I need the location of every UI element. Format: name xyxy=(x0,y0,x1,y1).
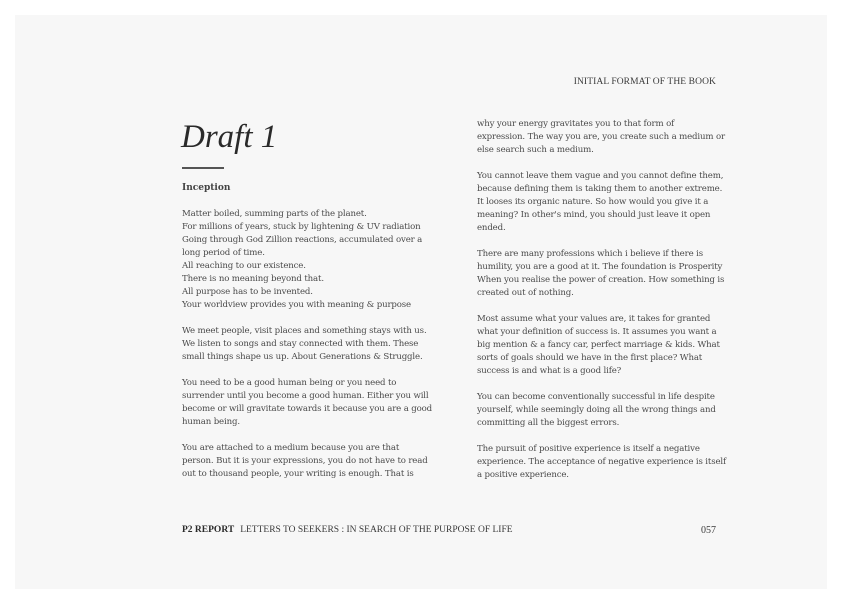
paragraph xyxy=(182,208,432,312)
paragraph xyxy=(477,248,727,300)
text-line: humility, you are a good at it. The foundation is Prosperity xyxy=(477,262,723,272)
text-line: long period of time. xyxy=(182,248,265,258)
text-line: expression. The way you are, you create such a medium or xyxy=(477,132,725,142)
text-line: else search such a medium. xyxy=(477,145,594,155)
text-line: created out of nothing. xyxy=(477,288,574,298)
text-line: a positive experience. xyxy=(477,470,569,480)
text-line: We meet people, visit places and something stays with us. xyxy=(182,326,427,336)
text-line: person. But it is your expressions, you do not have to read xyxy=(182,456,428,466)
text-line: You can become conventionally successful in life despite xyxy=(477,392,715,402)
text-line: because defining them is taking them to another extreme. xyxy=(477,184,723,194)
footer xyxy=(182,525,513,535)
text-line: There are many professions which i believe if there is xyxy=(477,249,703,259)
page-title: Draft 1 xyxy=(181,119,278,155)
text-line: human being. xyxy=(182,417,240,427)
text-line: All purpose has to be invented. xyxy=(182,287,313,297)
paragraph xyxy=(477,391,727,430)
section-label: Inception xyxy=(182,183,231,193)
paragraph xyxy=(477,170,727,235)
text-line: experience. The acceptance of negative experience is itself xyxy=(477,457,727,467)
footer-book-title: LETTERS TO SEEKERS : IN SEARCH OF THE PURPOSE OF LIFE xyxy=(240,525,513,535)
right-column xyxy=(477,118,727,495)
text-line: become or will gravitate towards it because you are a good xyxy=(182,404,432,414)
paragraph xyxy=(477,118,727,157)
left-column xyxy=(182,208,432,494)
paragraph xyxy=(182,442,432,481)
paragraph xyxy=(182,377,432,429)
text-line: what your definition of success is. It assumes you want a xyxy=(477,327,717,337)
paragraph xyxy=(182,325,432,364)
text-line: why your energy gravitates you to that form of xyxy=(477,119,675,129)
text-line: sorts of goals should we have in the first place? What xyxy=(477,353,703,363)
paragraph xyxy=(477,443,727,482)
text-line: All reaching to our existence. xyxy=(182,261,306,271)
title-divider xyxy=(182,167,224,169)
text-line: Going through God Zillion reactions, accumulated over a xyxy=(182,235,423,245)
text-line: out to thousand people, your writing is enough. That is xyxy=(182,469,414,479)
text-line: success is and what is a good life? xyxy=(477,366,622,376)
text-line: We listen to songs and stay connected with them. These xyxy=(182,339,419,349)
text-line: There is no meaning beyond that. xyxy=(182,274,324,284)
text-line: meaning? In other's mind, you should just leave it open xyxy=(477,210,711,220)
text-line: Your worldview provides you with meaning & purpose xyxy=(182,300,411,310)
text-line: Matter boiled, summing parts of the planet. xyxy=(182,209,367,219)
text-line: You cannot leave them vague and you cannot define them, xyxy=(477,171,724,181)
text-line: It looses its organic nature. So how would you give it a xyxy=(477,197,709,207)
text-line: For millions of years, stuck by lightening & UV radiation xyxy=(182,222,421,232)
paragraph xyxy=(477,313,727,378)
text-line: You need to be a good human being or you need to xyxy=(182,378,397,388)
text-line: small things shape us up. About Generations & Struggle. xyxy=(182,352,423,362)
text-line: When you realise the power of creation. How something is xyxy=(477,275,725,285)
text-line: committing all the biggest errors. xyxy=(477,418,620,428)
text-line: yourself, while seemingly doing all the wrong things and xyxy=(477,405,716,415)
page-number: 057 xyxy=(701,525,716,536)
text-line: Most assume what your values are, it takes for granted xyxy=(477,314,711,324)
running-head: INITIAL FORMAT OF THE BOOK xyxy=(573,77,716,87)
text-line: surrender until you become a good human. Either you will xyxy=(182,391,429,401)
text-line: big mention & a fancy car, perfect marriage & kids. What xyxy=(477,340,720,350)
footer-publisher: P2 REPORT xyxy=(182,525,235,535)
text-line: The pursuit of positive experience is itself a negative xyxy=(477,444,700,454)
text-line: ended. xyxy=(477,223,506,233)
text-line: You are attached to a medium because you are that xyxy=(182,443,400,453)
